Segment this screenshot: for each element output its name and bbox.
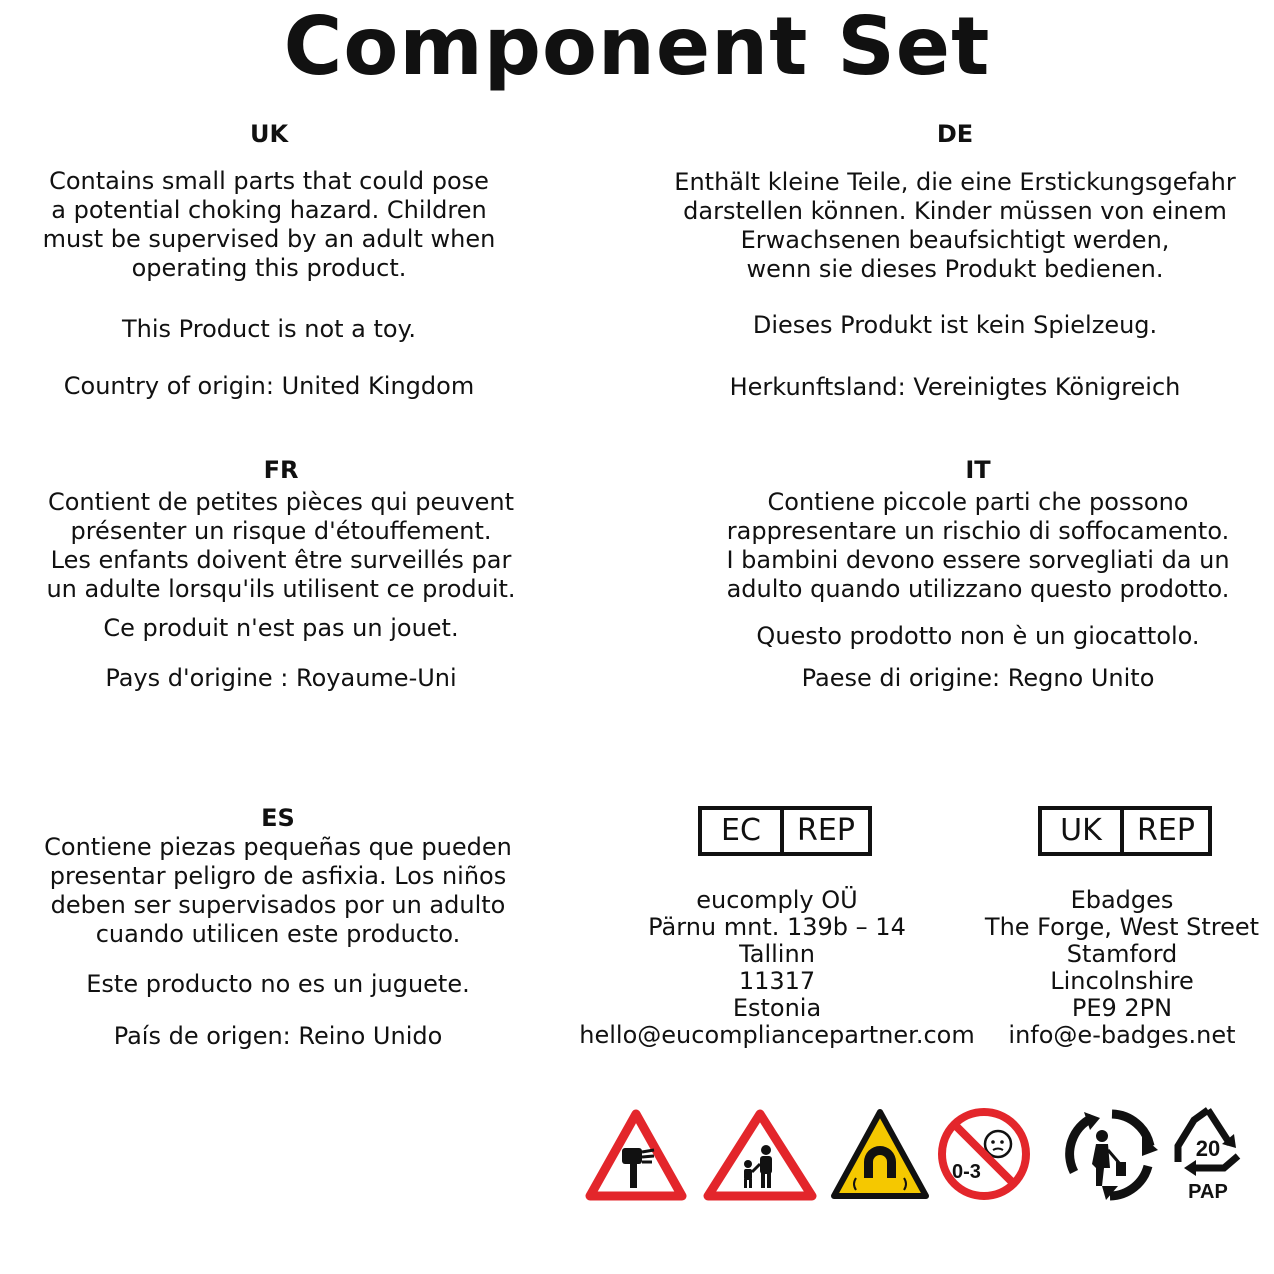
fr-not-toy: Ce produit n'est pas un jouet.: [103, 614, 459, 642]
ec-rep-street: Pärnu mnt. 139b – 14: [648, 913, 906, 941]
paper-recycling-icon: [1168, 1104, 1248, 1204]
de-not-toy: Dieses Produkt ist kein Spielzeug.: [752, 311, 1158, 339]
uk-rep-street: The Forge, West Street: [984, 913, 1260, 941]
uk-rep-email: info@e-badges.net: [1008, 1021, 1236, 1049]
fr-origin: Pays d'origine : Royaume-Uni: [105, 664, 457, 692]
ec-rep-city: Tallinn: [739, 940, 815, 968]
tidyman-recycle-icon: [1062, 1106, 1160, 1202]
es-heading: ES: [261, 804, 295, 832]
uk-rep-badge: [1038, 806, 1212, 856]
fr-warning: Contient de petites pièces qui peuvent présenter un risque d'étouffement. Les enfants doivent être surveillés par un adulte lorsqu'ils utilisent ce produit.: [46, 488, 516, 603]
paper-label: PAP: [1188, 1181, 1228, 1203]
es-not-toy: Este producto no es un juguete.: [86, 970, 470, 998]
uk-heading: UK: [249, 120, 289, 148]
ec-rep-right: REP: [797, 813, 855, 848]
fr-section: [10, 455, 552, 693]
de-origin: Herkunftsland: Vereinigtes Königreich: [729, 373, 1181, 401]
it-origin: Paese di origine: Regno Unito: [801, 664, 1155, 692]
uk-origin: Country of origin: United Kingdom: [63, 372, 475, 400]
paper-code: 20: [1195, 1136, 1221, 1161]
ec-rep-email: hello@eucompliancepartner.com: [579, 1021, 975, 1049]
de-warning: Enthält kleine Teile, die eine Erstickungsgefahr darstellen können. Kinder müssen von einem Erwachsenen beaufsichtigt werden, wenn sie dieses Produkt bedienen.: [674, 168, 1236, 283]
adult-supervision-icon: [702, 1108, 818, 1202]
uk-rep-left: UK: [1042, 810, 1124, 852]
ec-rep-address: [562, 887, 992, 1049]
uk-rep-address: [984, 887, 1260, 1049]
ec-rep-country: Estonia: [732, 994, 822, 1022]
es-warning: Contiene piezas pequeñas que pueden presentar peligro de asfixia. Los niños deben ser supervisados por un adulto cuando utilicen este producto.: [44, 833, 512, 948]
es-section: [10, 803, 546, 1051]
ec-rep-badge: [698, 806, 872, 856]
hand-hazard-icon: [584, 1108, 688, 1202]
page-title: Component Set: [283, 0, 991, 93]
uk-rep-company: Ebadges: [1070, 886, 1174, 914]
uk-not-toy: This Product is not a toy.: [122, 315, 416, 343]
uk-rep-postcode: PE9 2PN: [1071, 994, 1173, 1022]
age-label: 0-3: [952, 1161, 981, 1183]
ec-rep-postcode: 11317: [738, 967, 816, 995]
uk-rep-city: Stamford: [1066, 940, 1178, 968]
it-not-toy: Questo prodotto non è un giocattolo.: [756, 622, 1200, 650]
it-section: [690, 455, 1266, 693]
magnet-warning-icon: [828, 1106, 932, 1202]
ec-rep-left: EC: [702, 810, 784, 852]
fr-heading: FR: [263, 456, 299, 484]
uk-rep-right: REP: [1137, 813, 1195, 848]
es-origin: País de origen: Reino Unido: [113, 1022, 443, 1050]
it-heading: IT: [965, 456, 991, 484]
uk-rep-county: Lincolnshire: [1050, 967, 1194, 995]
it-warning: Contiene piccole parti che possono rappresentare un rischio di soffocamento. I bambini devono essere sorvegliati da un adulto quando utilizzano questo prodotto.: [726, 488, 1230, 603]
uk-warning: Contains small parts that could pose a potential choking hazard. Children must be supervised by an adult when operating this product.: [42, 167, 496, 282]
not-for-under-3-icon: [936, 1106, 1032, 1202]
de-section: [640, 119, 1270, 402]
uk-section: [14, 119, 524, 401]
ec-rep-company: eucomply OÜ: [696, 886, 858, 914]
de-heading: DE: [936, 120, 974, 148]
